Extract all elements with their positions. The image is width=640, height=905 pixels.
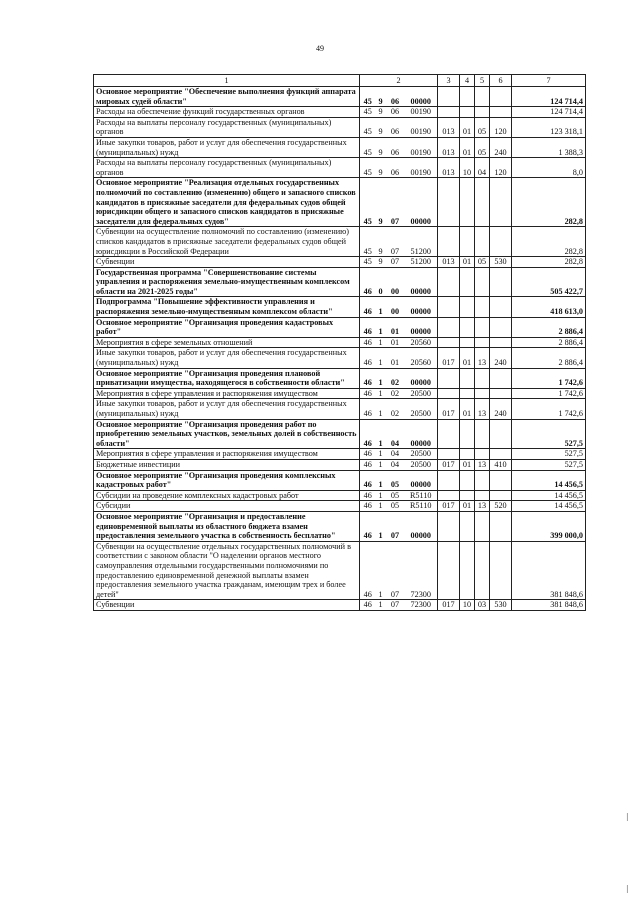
- code-event: 06: [386, 117, 405, 137]
- row-name: Подпрограмма "Повышение эффективности управления и распоряжения земельно-имущественным комплексом области": [94, 297, 360, 317]
- row-name: Основное мероприятие "Организация и предоставление единовременной выплаты из областного бюджета взамен предоставления земельного участка в собственность бесплатно": [94, 511, 360, 541]
- code-section: 10: [460, 600, 475, 611]
- row-name: Основное мероприятие "Организация проведения работ по приобретению земельных участков, земельных долей в собственность области": [94, 419, 360, 449]
- code-direction: 00000: [405, 368, 438, 388]
- code-section: [460, 178, 475, 227]
- row-name: Государственная программа "Совершенствование системы управления и распоряжения земельно-имущественным комплексом области на 2021-2025 годы": [94, 267, 360, 297]
- code-section: [460, 297, 475, 317]
- code-program: 46: [360, 399, 376, 419]
- code-expense-type: 410: [490, 459, 512, 470]
- code-ministry: [438, 511, 460, 541]
- code-direction: 51200: [405, 257, 438, 268]
- row-name: Мероприятия в сфере управления и распоряжения имуществом: [94, 388, 360, 399]
- code-section: [460, 317, 475, 337]
- code-event: 04: [386, 449, 405, 460]
- code-program: 46: [360, 337, 376, 348]
- code-expense-type: [490, 107, 512, 118]
- row-name: Мероприятия в сфере управления и распоряжения имуществом: [94, 449, 360, 460]
- code-subprogram: 0: [376, 267, 386, 297]
- code-expense-type: [490, 337, 512, 348]
- code-direction: 20500: [405, 388, 438, 399]
- budget-table: [93, 74, 586, 611]
- header-col-4: 4: [460, 75, 475, 87]
- code-section: 01: [460, 399, 475, 419]
- row-name: Субвенции на осуществление отдельных государственных полномочий в соответствии с законом области "О наделении органов местного самоуправления отдельными государственными полномочиями по предоставлению единовременной денежной выплаты взамен предоставления земельного участка гражданам, имеющим трех и более детей": [94, 541, 360, 600]
- code-event: 02: [386, 399, 405, 419]
- code-direction: 72300: [405, 600, 438, 611]
- code-subprogram: 1: [376, 511, 386, 541]
- code-ministry: [438, 449, 460, 460]
- row-amount: 124 714,4: [512, 107, 586, 118]
- code-direction: 00000: [405, 511, 438, 541]
- code-subprogram: 1: [376, 368, 386, 388]
- row-amount: 1 742,6: [512, 388, 586, 399]
- code-subsection: 03: [475, 600, 490, 611]
- code-subsection: [475, 317, 490, 337]
- table-row: [94, 449, 586, 460]
- code-section: [460, 541, 475, 600]
- row-amount: 123 318,1: [512, 117, 586, 137]
- code-program: 45: [360, 87, 376, 107]
- row-name: Бюджетные инвестиции: [94, 459, 360, 470]
- code-subsection: [475, 267, 490, 297]
- row-name: Расходы на обеспечение функций государственных органов: [94, 107, 360, 118]
- code-subsection: [475, 227, 490, 257]
- row-amount: 14 456,5: [512, 470, 586, 490]
- code-subsection: [475, 511, 490, 541]
- code-subprogram: 1: [376, 541, 386, 600]
- code-section: [460, 449, 475, 460]
- code-subsection: [475, 368, 490, 388]
- code-expense-type: [490, 368, 512, 388]
- code-expense-type: 120: [490, 158, 512, 178]
- code-expense-type: 120: [490, 117, 512, 137]
- code-section: [460, 227, 475, 257]
- code-subprogram: 1: [376, 337, 386, 348]
- row-name: Мероприятия в сфере земельных отношений: [94, 337, 360, 348]
- code-subprogram: 1: [376, 419, 386, 449]
- code-ministry: [438, 227, 460, 257]
- table-row: [94, 388, 586, 399]
- code-expense-type: 240: [490, 137, 512, 157]
- code-program: 46: [360, 419, 376, 449]
- code-program: 45: [360, 257, 376, 268]
- header-col-3: 3: [438, 75, 460, 87]
- table-row: [94, 317, 586, 337]
- code-direction: 00000: [405, 178, 438, 227]
- code-ministry: 013: [438, 137, 460, 157]
- code-direction: 00000: [405, 297, 438, 317]
- code-subprogram: 9: [376, 137, 386, 157]
- code-subsection: [475, 337, 490, 348]
- table-row: [94, 470, 586, 490]
- code-ministry: [438, 490, 460, 501]
- code-event: 07: [386, 257, 405, 268]
- code-section: 10: [460, 158, 475, 178]
- code-expense-type: 530: [490, 257, 512, 268]
- code-event: 06: [386, 87, 405, 107]
- code-ministry: [438, 419, 460, 449]
- table-row: [94, 368, 586, 388]
- code-section: [460, 337, 475, 348]
- row-amount: 505 422,7: [512, 267, 586, 297]
- code-direction: 00190: [405, 107, 438, 118]
- code-expense-type: [490, 419, 512, 449]
- code-section: 01: [460, 459, 475, 470]
- code-subprogram: 9: [376, 87, 386, 107]
- code-event: 01: [386, 348, 405, 368]
- row-name: Основное мероприятие "Организация проведения плановой приватизации имущества, находящегося в собственности области": [94, 368, 360, 388]
- code-subprogram: 1: [376, 449, 386, 460]
- code-expense-type: [490, 178, 512, 227]
- code-direction: 20500: [405, 449, 438, 460]
- row-amount: 2 886,4: [512, 337, 586, 348]
- code-ministry: [438, 87, 460, 107]
- row-name: Основное мероприятие "Реализация отдельных государственных полномочий по составлению (изменению) общего и запасного списков кандидатов в присяжные заседатели для федеральных судов общей юрисдикции общего и запасного списков кандидатов в присяжные заседатели для федеральных судов": [94, 178, 360, 227]
- code-event: 07: [386, 511, 405, 541]
- code-event: 00: [386, 267, 405, 297]
- code-program: 46: [360, 600, 376, 611]
- code-direction: 00000: [405, 419, 438, 449]
- row-amount: 282,8: [512, 257, 586, 268]
- code-subprogram: 9: [376, 107, 386, 118]
- code-event: 00: [386, 297, 405, 317]
- code-subsection: 05: [475, 137, 490, 157]
- code-subsection: [475, 449, 490, 460]
- code-subprogram: 1: [376, 600, 386, 611]
- code-subprogram: 1: [376, 388, 386, 399]
- code-direction: 00000: [405, 267, 438, 297]
- code-subprogram: 9: [376, 227, 386, 257]
- code-expense-type: [490, 388, 512, 399]
- code-direction: R5110: [405, 490, 438, 501]
- table-row: [94, 511, 586, 541]
- code-direction: 00190: [405, 117, 438, 137]
- code-subsection: 05: [475, 117, 490, 137]
- code-expense-type: [490, 511, 512, 541]
- code-subprogram: 9: [376, 158, 386, 178]
- row-amount: 14 456,5: [512, 501, 586, 512]
- row-name: Расходы на выплаты персоналу государственных (муниципальных) органов: [94, 117, 360, 137]
- code-section: [460, 490, 475, 501]
- row-amount: 282,8: [512, 178, 586, 227]
- table-row: [94, 257, 586, 268]
- code-ministry: [438, 178, 460, 227]
- code-event: 04: [386, 459, 405, 470]
- code-event: 05: [386, 501, 405, 512]
- code-section: [460, 388, 475, 399]
- page-number: 49: [316, 44, 324, 53]
- code-direction: 20560: [405, 337, 438, 348]
- code-event: 02: [386, 368, 405, 388]
- code-program: 46: [360, 317, 376, 337]
- row-amount: 418 613,0: [512, 297, 586, 317]
- code-subsection: 13: [475, 501, 490, 512]
- code-section: [460, 419, 475, 449]
- code-ministry: 017: [438, 459, 460, 470]
- code-direction: 20500: [405, 399, 438, 419]
- row-name: Основное мероприятие "Организация проведения комплексных кадастровых работ": [94, 470, 360, 490]
- row-amount: 1 742,6: [512, 399, 586, 419]
- code-subprogram: 1: [376, 501, 386, 512]
- code-subsection: [475, 388, 490, 399]
- code-subsection: [475, 419, 490, 449]
- code-event: 02: [386, 388, 405, 399]
- row-amount: 124 714,4: [512, 87, 586, 107]
- code-section: [460, 107, 475, 118]
- code-subprogram: 9: [376, 257, 386, 268]
- table-row: [94, 137, 586, 157]
- row-name: Субсидии: [94, 501, 360, 512]
- code-program: 45: [360, 107, 376, 118]
- row-amount: 381 848,6: [512, 541, 586, 600]
- code-direction: 00000: [405, 87, 438, 107]
- code-subsection: [475, 107, 490, 118]
- code-expense-type: [490, 449, 512, 460]
- table-body: [94, 75, 586, 611]
- code-direction: 00190: [405, 137, 438, 157]
- code-event: 07: [386, 227, 405, 257]
- row-name: Субвенции на осуществление полномочий по составлению (изменению) списков кандидатов в присяжные заседатели федеральных судов общей юрисдикции в Российской Федерации: [94, 227, 360, 257]
- code-program: 46: [360, 470, 376, 490]
- code-program: 46: [360, 501, 376, 512]
- code-ministry: [438, 317, 460, 337]
- code-program: 45: [360, 227, 376, 257]
- row-name: Основное мероприятие "Обеспечение выполнения функций аппарата мировых судей области": [94, 87, 360, 107]
- table-row: [94, 267, 586, 297]
- code-subsection: 04: [475, 158, 490, 178]
- table-row: [94, 459, 586, 470]
- code-direction: 72300: [405, 541, 438, 600]
- header-col-2: 2: [360, 75, 438, 87]
- code-expense-type: 240: [490, 399, 512, 419]
- row-amount: 1 388,3: [512, 137, 586, 157]
- row-name: Иные закупки товаров, работ и услуг для обеспечения государственных (муниципальных) нужд: [94, 399, 360, 419]
- table-row: [94, 227, 586, 257]
- code-section: 01: [460, 257, 475, 268]
- code-event: 01: [386, 337, 405, 348]
- header-col-1: 1: [94, 75, 360, 87]
- code-program: 45: [360, 137, 376, 157]
- code-program: 45: [360, 117, 376, 137]
- code-event: 07: [386, 541, 405, 600]
- code-ministry: [438, 297, 460, 317]
- code-subsection: 13: [475, 459, 490, 470]
- code-expense-type: [490, 470, 512, 490]
- code-ministry: [438, 368, 460, 388]
- row-amount: 527,5: [512, 459, 586, 470]
- code-event: 04: [386, 419, 405, 449]
- code-direction: 00190: [405, 158, 438, 178]
- code-direction: 00000: [405, 470, 438, 490]
- row-name: Основное мероприятие "Организация проведения кадастровых работ": [94, 317, 360, 337]
- code-section: [460, 368, 475, 388]
- code-subprogram: 1: [376, 490, 386, 501]
- row-amount: 14 456,5: [512, 490, 586, 501]
- code-ministry: 013: [438, 158, 460, 178]
- code-subsection: 05: [475, 257, 490, 268]
- code-event: 06: [386, 158, 405, 178]
- table-row: [94, 501, 586, 512]
- code-ministry: 017: [438, 600, 460, 611]
- header-col-6: 6: [490, 75, 512, 87]
- row-name: Иные закупки товаров, работ и услуг для обеспечения государственных (муниципальных) нужд: [94, 348, 360, 368]
- code-subsection: [475, 178, 490, 227]
- code-program: 46: [360, 511, 376, 541]
- code-expense-type: [490, 490, 512, 501]
- code-program: 46: [360, 449, 376, 460]
- code-direction: 51200: [405, 227, 438, 257]
- code-ministry: 017: [438, 501, 460, 512]
- code-subprogram: 9: [376, 178, 386, 227]
- row-amount: 399 000,0: [512, 511, 586, 541]
- row-name: Субсидии на проведение комплексных кадастровых работ: [94, 490, 360, 501]
- table-row: [94, 337, 586, 348]
- code-section: [460, 267, 475, 297]
- row-amount: 282,8: [512, 227, 586, 257]
- code-section: [460, 87, 475, 107]
- code-direction: R5110: [405, 501, 438, 512]
- code-direction: 20500: [405, 459, 438, 470]
- code-expense-type: 520: [490, 501, 512, 512]
- code-subprogram: 9: [376, 117, 386, 137]
- code-event: 01: [386, 317, 405, 337]
- code-ministry: [438, 541, 460, 600]
- table-row: [94, 107, 586, 118]
- code-program: 46: [360, 490, 376, 501]
- code-subprogram: 1: [376, 470, 386, 490]
- header-col-7: 7: [512, 75, 586, 87]
- row-name: Иные закупки товаров, работ и услуг для обеспечения государственных (муниципальных) нужд: [94, 137, 360, 157]
- code-direction: 20560: [405, 348, 438, 368]
- code-section: 01: [460, 117, 475, 137]
- table-row: [94, 87, 586, 107]
- code-program: 45: [360, 178, 376, 227]
- code-program: 46: [360, 368, 376, 388]
- code-expense-type: 240: [490, 348, 512, 368]
- code-ministry: [438, 337, 460, 348]
- code-ministry: [438, 388, 460, 399]
- code-subprogram: 1: [376, 399, 386, 419]
- table-row: [94, 117, 586, 137]
- row-amount: 8,0: [512, 158, 586, 178]
- row-amount: 1 742,6: [512, 368, 586, 388]
- code-section: [460, 470, 475, 490]
- code-subsection: [475, 470, 490, 490]
- table-row: [94, 178, 586, 227]
- code-program: 45: [360, 158, 376, 178]
- code-expense-type: 530: [490, 600, 512, 611]
- code-ministry: [438, 470, 460, 490]
- code-subprogram: 1: [376, 317, 386, 337]
- code-subsection: [475, 541, 490, 600]
- code-section: 01: [460, 348, 475, 368]
- row-amount: 2 886,4: [512, 348, 586, 368]
- code-ministry: [438, 107, 460, 118]
- header-col-5: 5: [475, 75, 490, 87]
- code-event: 07: [386, 600, 405, 611]
- table-row: [94, 297, 586, 317]
- table-row: [94, 490, 586, 501]
- code-subprogram: 1: [376, 348, 386, 368]
- code-program: 46: [360, 459, 376, 470]
- code-subsection: 13: [475, 348, 490, 368]
- code-event: 05: [386, 490, 405, 501]
- row-amount: 2 886,4: [512, 317, 586, 337]
- table-row: [94, 541, 586, 600]
- table-row: [94, 158, 586, 178]
- code-direction: 00000: [405, 317, 438, 337]
- code-section: 01: [460, 137, 475, 157]
- code-ministry: 017: [438, 348, 460, 368]
- table-row: [94, 348, 586, 368]
- code-subsection: [475, 490, 490, 501]
- code-subsection: 13: [475, 399, 490, 419]
- code-event: 05: [386, 470, 405, 490]
- table-row: [94, 399, 586, 419]
- row-amount: 381 848,6: [512, 600, 586, 611]
- code-section: 01: [460, 501, 475, 512]
- code-ministry: 013: [438, 257, 460, 268]
- code-ministry: 013: [438, 117, 460, 137]
- margin-mark: |: [626, 812, 628, 821]
- code-program: 46: [360, 348, 376, 368]
- code-subprogram: 1: [376, 459, 386, 470]
- code-expense-type: [490, 297, 512, 317]
- table-row: [94, 600, 586, 611]
- margin-mark: |: [626, 884, 628, 893]
- code-event: 06: [386, 137, 405, 157]
- code-section: [460, 511, 475, 541]
- code-ministry: [438, 267, 460, 297]
- code-expense-type: [490, 541, 512, 600]
- code-expense-type: [490, 227, 512, 257]
- code-subsection: [475, 297, 490, 317]
- row-amount: 527,5: [512, 449, 586, 460]
- code-expense-type: [490, 317, 512, 337]
- table-row: [94, 419, 586, 449]
- code-ministry: 017: [438, 399, 460, 419]
- table-header-row: [94, 75, 586, 87]
- row-name: Субвенции: [94, 257, 360, 268]
- code-program: 46: [360, 541, 376, 600]
- code-program: 46: [360, 267, 376, 297]
- code-program: 46: [360, 388, 376, 399]
- code-expense-type: [490, 87, 512, 107]
- code-expense-type: [490, 267, 512, 297]
- row-name: Субвенции: [94, 600, 360, 611]
- code-event: 07: [386, 178, 405, 227]
- code-subprogram: 1: [376, 297, 386, 317]
- row-amount: 527,5: [512, 419, 586, 449]
- code-program: 46: [360, 297, 376, 317]
- code-event: 06: [386, 107, 405, 118]
- code-subsection: [475, 87, 490, 107]
- row-name: Расходы на выплаты персоналу государственных (муниципальных) органов: [94, 158, 360, 178]
